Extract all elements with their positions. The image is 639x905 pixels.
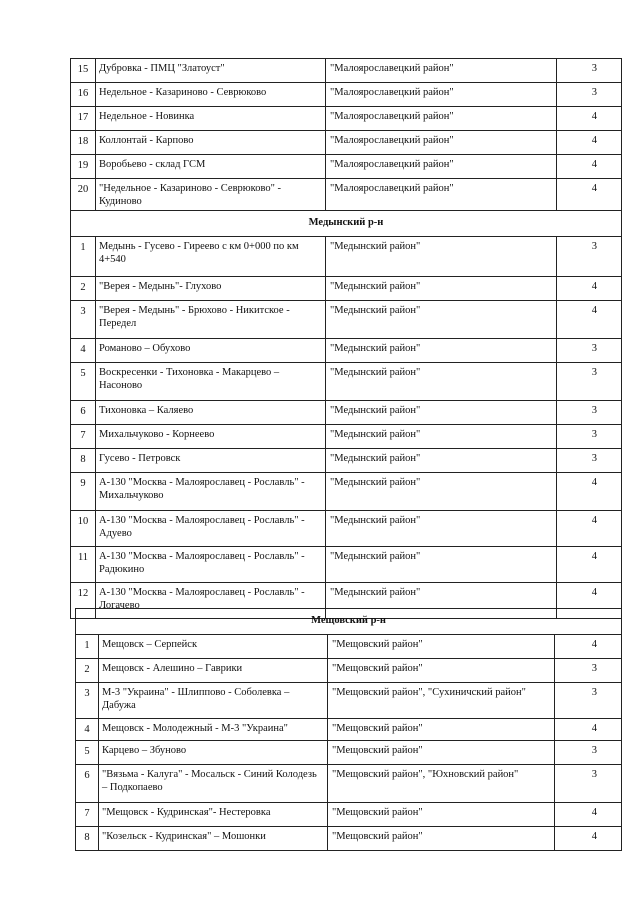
district-name: "Малоярославецкий район" — [326, 179, 557, 211]
table-row — [71, 401, 622, 425]
row-number: 6 — [71, 401, 96, 425]
table-row — [71, 363, 622, 401]
road-category: 3 — [555, 741, 622, 765]
road-name: Воробьево - склад ГСМ — [96, 155, 326, 179]
district-name: "Малоярославецкий район" — [326, 107, 557, 131]
row-number: 7 — [71, 425, 96, 449]
row-number: 2 — [71, 277, 96, 301]
road-name: Мещовск - Алешино – Гаврики — [99, 659, 328, 683]
table-row — [71, 237, 622, 277]
row-number: 10 — [71, 511, 96, 547]
road-category: 4 — [557, 473, 622, 511]
district-name: "Мещовский район" — [328, 659, 555, 683]
road-category: 4 — [555, 803, 622, 827]
district-name: "Медынский район" — [326, 339, 557, 363]
district-name: "Медынский район" — [326, 511, 557, 547]
road-name: Недельное - Новинка — [96, 107, 326, 131]
road-category: 4 — [555, 827, 622, 851]
district-name: "Медынский район" — [326, 277, 557, 301]
table-row — [71, 107, 622, 131]
district-name: "Медынский район" — [326, 401, 557, 425]
road-name: Карцево – Збуново — [99, 741, 328, 765]
district-name: "Мещовский район" — [328, 827, 555, 851]
district-name: "Медынский район" — [326, 425, 557, 449]
table-row — [71, 547, 622, 583]
table-row — [71, 131, 622, 155]
district-name: "Мещовский район", "Юхновский район" — [328, 765, 555, 803]
district-name: "Мещовский район", "Сухиничский район" — [328, 683, 555, 719]
district-name: "Малоярославецкий район" — [326, 155, 557, 179]
road-name: "Козельск - Кудринская" – Мошонки — [99, 827, 328, 851]
row-number: 3 — [71, 301, 96, 339]
road-category: 3 — [555, 659, 622, 683]
road-name: Мещовск – Серпейск — [99, 635, 328, 659]
road-category: 3 — [557, 363, 622, 401]
section-title: Медынский р-н — [71, 211, 622, 237]
roads-table-top — [70, 58, 622, 619]
road-category: 3 — [555, 683, 622, 719]
row-number: 11 — [71, 547, 96, 583]
row-number: 12 — [71, 583, 96, 619]
district-name: "Медынский район" — [326, 301, 557, 339]
table-row — [71, 473, 622, 511]
row-number: 1 — [76, 635, 99, 659]
road-name: Недельное - Казариново - Севрюково — [96, 83, 326, 107]
road-name: Воскресенки - Тихоновка - Макарцево – Насоново — [96, 363, 326, 401]
road-category: 4 — [557, 277, 622, 301]
road-category: 4 — [557, 131, 622, 155]
road-category: 3 — [557, 339, 622, 363]
row-number: 20 — [71, 179, 96, 211]
table-row — [71, 449, 622, 473]
table-row — [76, 741, 622, 765]
road-category: 4 — [555, 635, 622, 659]
table-row — [71, 155, 622, 179]
table-row — [76, 659, 622, 683]
row-number: 5 — [76, 741, 99, 765]
road-name: М-3 "Украина" - Шлиппово - Соболевка – Дабужа — [99, 683, 328, 719]
table-row — [71, 179, 622, 211]
district-name: "Медынский район" — [326, 237, 557, 277]
table-row — [76, 719, 622, 741]
table-row — [71, 425, 622, 449]
road-name: "Мещовск - Кудринская"- Нестеровка — [99, 803, 328, 827]
road-category: 3 — [557, 425, 622, 449]
road-category: 4 — [557, 301, 622, 339]
road-name: А-130 "Москва - Малоярославец - Рославль" - Логачево — [96, 583, 326, 619]
road-name: Романово – Обухово — [96, 339, 326, 363]
road-category: 3 — [557, 237, 622, 277]
roads-table-bottom — [75, 608, 622, 851]
table-row — [76, 765, 622, 803]
road-name: "Верея - Медынь" - Брюхово - Никитское - Передел — [96, 301, 326, 339]
row-number: 18 — [71, 131, 96, 155]
road-name: А-130 "Москва - Малоярославец - Рославль" - Михальчуково — [96, 473, 326, 511]
table-row — [71, 301, 622, 339]
road-category: 3 — [555, 765, 622, 803]
district-name: "Малоярославецкий район" — [326, 131, 557, 155]
row-number: 7 — [76, 803, 99, 827]
road-name: Гусево - Петровск — [96, 449, 326, 473]
row-number: 6 — [76, 765, 99, 803]
row-number: 19 — [71, 155, 96, 179]
road-category: 4 — [555, 719, 622, 741]
district-name: "Мещовский район" — [328, 719, 555, 741]
road-category: 3 — [557, 449, 622, 473]
road-category: 3 — [557, 83, 622, 107]
road-category: 3 — [557, 401, 622, 425]
road-name: "Вязьма - Калуга" - Мосальск - Синий Колодезь – Подкопаево — [99, 765, 328, 803]
road-category: 4 — [557, 107, 622, 131]
district-name: "Мещовский район" — [328, 635, 555, 659]
district-name: "Мещовский район" — [328, 741, 555, 765]
district-name: "Малоярославецкий район" — [326, 59, 557, 83]
row-number: 9 — [71, 473, 96, 511]
table-row — [76, 827, 622, 851]
road-category: 4 — [557, 547, 622, 583]
district-name: "Медынский район" — [326, 473, 557, 511]
road-name: А-130 "Москва - Малоярославец - Рославль" - Радюкино — [96, 547, 326, 583]
row-number: 4 — [71, 339, 96, 363]
road-name: Тихоновка – Каляево — [96, 401, 326, 425]
district-name: "Мещовский район" — [328, 803, 555, 827]
road-category: 4 — [557, 155, 622, 179]
row-number: 8 — [76, 827, 99, 851]
table-row — [76, 683, 622, 719]
table-row — [71, 277, 622, 301]
row-number: 15 — [71, 59, 96, 83]
row-number: 5 — [71, 363, 96, 401]
road-category: 4 — [557, 583, 622, 619]
row-number: 3 — [76, 683, 99, 719]
row-number: 4 — [76, 719, 99, 741]
road-name: Дубровка - ПМЦ "Златоуст" — [96, 59, 326, 83]
row-number: 8 — [71, 449, 96, 473]
road-category: 4 — [557, 179, 622, 211]
road-name: "Верея - Медынь"- Глухово — [96, 277, 326, 301]
district-name: "Медынский район" — [326, 449, 557, 473]
table-row — [71, 83, 622, 107]
table-row — [76, 635, 622, 659]
road-name: Медынь - Гусево - Гиреево с км 0+000 по км 4+540 — [96, 237, 326, 277]
road-name: Коллонтай - Карпово — [96, 131, 326, 155]
table-row — [76, 803, 622, 827]
row-number: 17 — [71, 107, 96, 131]
table-row — [71, 511, 622, 547]
row-number: 16 — [71, 83, 96, 107]
section-header-row — [71, 211, 622, 237]
district-name: "Медынский район" — [326, 363, 557, 401]
road-category: 3 — [557, 59, 622, 83]
section-header-row — [76, 609, 622, 635]
road-category: 4 — [557, 511, 622, 547]
district-name: "Медынский район" — [326, 547, 557, 583]
row-number: 2 — [76, 659, 99, 683]
table-row — [71, 59, 622, 83]
road-name: Михальчуково - Корнеево — [96, 425, 326, 449]
district-name: "Медынский район" — [326, 583, 557, 619]
row-number: 1 — [71, 237, 96, 277]
table-row — [71, 339, 622, 363]
district-name: "Малоярославецкий район" — [326, 83, 557, 107]
road-name: "Недельное - Казариново - Севрюково" - Кудиново — [96, 179, 326, 211]
section-title: Мещовский р-н — [76, 609, 622, 635]
road-name: А-130 "Москва - Малоярославец - Рославль" - Адуево — [96, 511, 326, 547]
road-name: Мещовск - Молодежный - М-3 "Украина" — [99, 719, 328, 741]
